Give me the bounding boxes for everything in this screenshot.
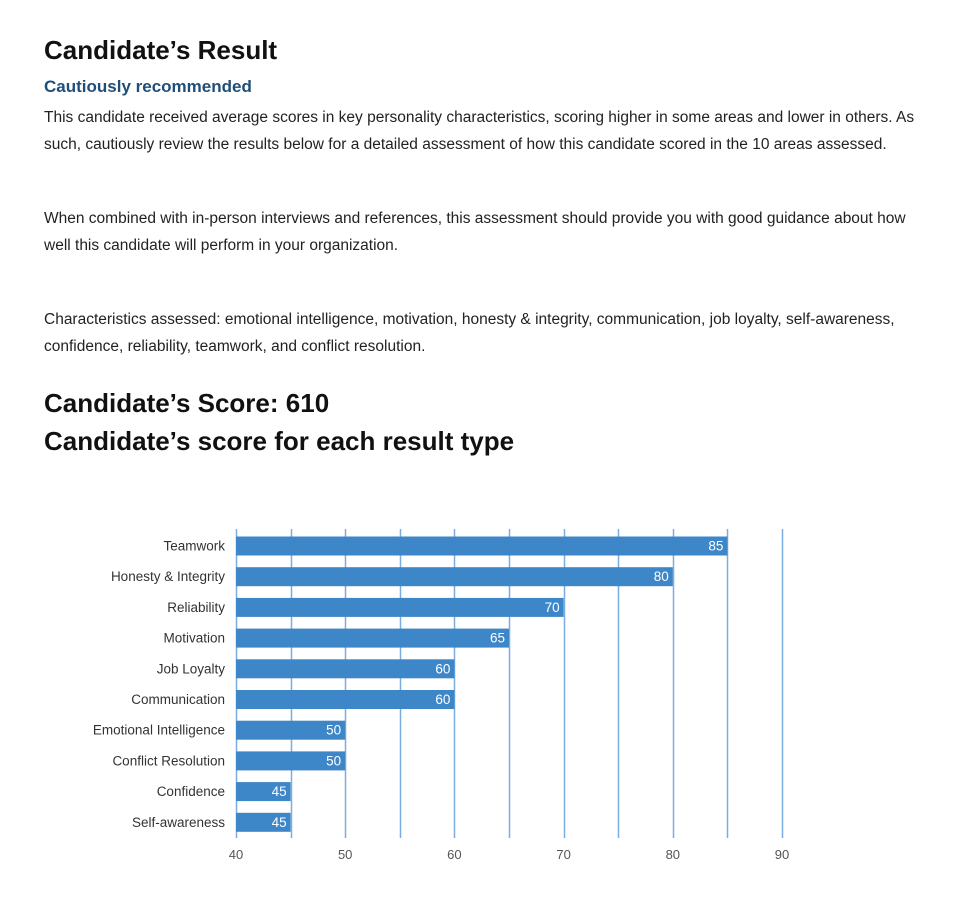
x-tick-label: 90 (774, 847, 790, 862)
data-label: 85 (708, 538, 724, 554)
bar (236, 659, 454, 678)
category-label: Reliability (167, 599, 225, 615)
category-label: Job Loyalty (156, 661, 225, 677)
data-label: 45 (271, 784, 287, 800)
x-tick-label: 80 (665, 847, 681, 862)
summary-paragraph: This candidate received average scores in key personality characteristics, scoring higher in some areas and lower in others. As such, cautiously review the results below for a detailed assessment of how this candidate scored in the 10 areas assessed. (44, 109, 915, 153)
bar (236, 567, 673, 586)
x-tick-label: 70 (556, 847, 571, 862)
data-label: 80 (653, 569, 669, 585)
category-label: Communication (131, 692, 225, 707)
bar (236, 598, 564, 617)
category-label: Honesty & Integrity (110, 569, 225, 585)
data-label: 65 (489, 630, 505, 646)
category-label: Conflict Resolution (112, 753, 225, 769)
recommendation-status: Cautiously recommended (44, 77, 252, 96)
page-title: Candidate’s Result (44, 35, 278, 65)
candidate-score-heading: Candidate’s Score: 610 (44, 388, 330, 418)
chart-heading: Candidate’s score for each result type (44, 426, 515, 456)
data-label: 60 (435, 692, 451, 707)
data-label: 60 (435, 661, 451, 677)
guidance-paragraph: When combined with in-person interviews and references, this assessment should provide you with good guidance about how well this candidate will perform in your organization. (44, 210, 906, 254)
category-label: Motivation (163, 630, 225, 646)
category-label: Teamwork (163, 538, 225, 554)
x-tick-label: 50 (337, 847, 353, 862)
result-section (44, 30, 924, 460)
data-label: 50 (326, 722, 342, 738)
bar (236, 629, 509, 648)
x-tick-label: 60 (447, 847, 462, 862)
category-label: Self-awareness (131, 814, 225, 830)
data-label: 45 (271, 814, 287, 830)
x-tick-label: 40 (228, 847, 244, 862)
bar (236, 537, 727, 556)
category-label: Confidence (156, 784, 225, 800)
score-bar-chart (0, 520, 957, 900)
data-label: 70 (544, 599, 560, 615)
data-label: 50 (326, 753, 342, 769)
characteristics-paragraph: Characteristics assessed: emotional intelligence, motivation, honesty & integrity, communication, job loyalty, self-awareness, confidence, reliability, teamwork, and conflict resolution. (44, 311, 895, 355)
category-label: Emotional Intelligence (92, 722, 225, 738)
bar (236, 690, 454, 709)
